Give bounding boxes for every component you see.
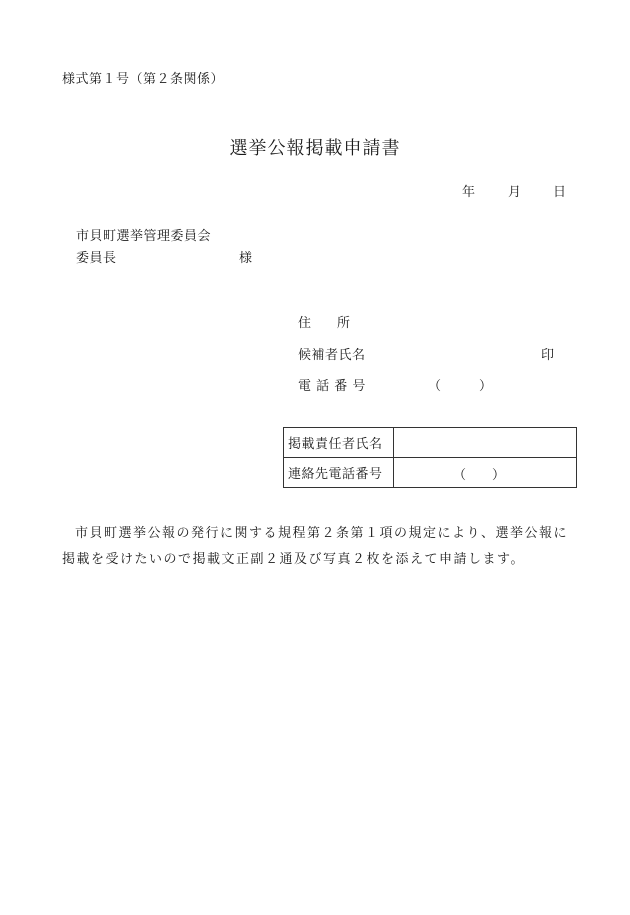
date-day-label: 日 — [553, 185, 567, 200]
date-year-label: 年 — [462, 185, 476, 200]
phone-number-label: 電 話 番 号 — [298, 379, 366, 394]
seal-mark: 印 — [541, 348, 555, 363]
table-row — [284, 458, 577, 488]
contact-phone-field[interactable] — [394, 458, 577, 488]
addressee-honorific: 様 — [239, 251, 253, 266]
date-month-label: 月 — [508, 185, 522, 200]
address-label: 住 所 — [298, 316, 351, 331]
candidate-name-label: 候補者氏名 — [298, 348, 366, 363]
phone-area-paren-close: ） — [479, 379, 493, 394]
responsible-name-field[interactable] — [394, 428, 577, 458]
document-title: 選挙公報掲載申請書 — [229, 138, 401, 159]
body-line-1: 市貝町選挙公報の発行に関する規程第２条第１項の規定により、選挙公報に — [75, 526, 569, 541]
body-line-2: 掲載を受けたいので掲載文正副２通及び写真２枚を添えて申請します。 — [62, 552, 525, 567]
contact-phone-paren-close: ） — [492, 468, 506, 483]
addressee-committee: 市貝町選挙管理委員会 — [76, 229, 212, 244]
application-body-text — [62, 521, 582, 573]
responsible-person-table — [283, 427, 577, 488]
phone-area-paren-open: （ — [428, 379, 442, 394]
contact-phone-paren-open: （ — [453, 468, 467, 483]
contact-phone-label: 連絡先電話番号 — [284, 458, 394, 488]
table-row — [284, 428, 577, 458]
responsible-name-label: 掲載責任者氏名 — [284, 428, 394, 458]
addressee-chair: 委員長 — [76, 251, 117, 266]
form-number: 様式第１号（第２条関係） — [62, 72, 225, 87]
